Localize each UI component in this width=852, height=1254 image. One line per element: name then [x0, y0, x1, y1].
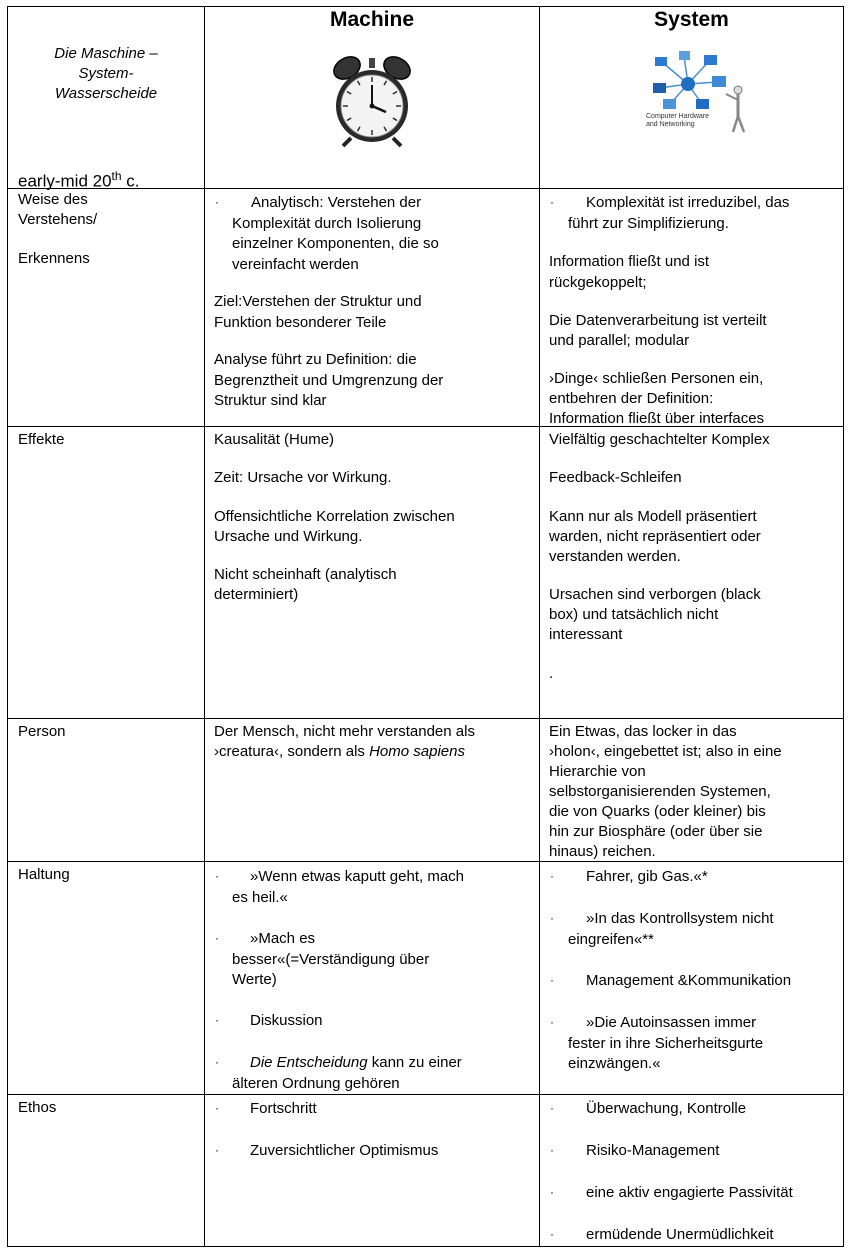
- person-system-line-7: hinaus) reichen.: [549, 843, 656, 860]
- person-machine-line-1: Der Mensch, nicht mehr verstanden als: [214, 723, 475, 740]
- person-system-line-3: Hierarchie von: [549, 763, 646, 780]
- effekte-system-3-line-3: verstanden werden.: [549, 548, 681, 565]
- haltung-machine-4-line-2: älteren Ordnung gehören: [232, 1075, 400, 1092]
- table-column-divider-1: [204, 6, 205, 1247]
- haltung-system-1: Fahrer, gib Gas.«*: [586, 868, 708, 885]
- row-label-person: Person: [18, 723, 66, 740]
- person-system-line-6: hin zur Biosphäre (oder über sie: [549, 823, 763, 840]
- effekte-machine-3-line-1: Offensichtliche Korrelation zwischen: [214, 508, 455, 525]
- bullet: ·: [550, 869, 554, 883]
- ethos-system-1: Überwachung, Kontrolle: [586, 1100, 747, 1117]
- bullet: ·: [550, 1227, 554, 1241]
- ethos-system-4: ermüdende Unermüdlichkeit: [586, 1226, 774, 1243]
- bullet: ·: [215, 195, 219, 209]
- person-machine-line-2: [214, 742, 465, 762]
- bullet: ·: [550, 1185, 554, 1199]
- ethos-system-3: eine aktiv engagierte Passivität: [586, 1184, 793, 1201]
- weise-system-3-line-1: Die Datenverarbeitung ist verteilt: [549, 312, 767, 329]
- alarm-clock-icon: [331, 52, 413, 148]
- corner-title-line-1: Die Maschine –: [54, 45, 158, 62]
- haltung-system-4-line-1: »Die Autoinsassen immer: [586, 1014, 757, 1031]
- bullet: ·: [550, 1015, 554, 1029]
- bullet: ·: [215, 1143, 219, 1157]
- haltung-machine-3: Diskussion: [250, 1012, 323, 1029]
- ethos-machine-2: Zuversichtlicher Optimismus: [250, 1142, 439, 1159]
- corner-title-line-3: Wasserscheide: [54, 85, 158, 102]
- effekte-machine-3-line-2: Ursache und Wirkung.: [214, 528, 363, 545]
- effekte-system-1: Vielfältig geschachtelter Komplex: [549, 431, 770, 448]
- corner-title-line-2: System-: [78, 65, 134, 82]
- effekte-system-4-line-2: box) und tatsächlich nicht: [549, 606, 719, 623]
- haltung-system-3: Management &Kommunikation: [586, 972, 792, 989]
- weise-system-1-line-2: führt zur Simplifizierung.: [568, 215, 729, 232]
- table-column-divider-2: [539, 6, 540, 1247]
- haltung-machine-4-line-1: [250, 1053, 462, 1073]
- weise-system-4-line-2: entbehren der Definition:: [549, 390, 714, 407]
- bullet: ·: [215, 931, 219, 945]
- row-label-weise-1: Weise des: [18, 191, 88, 208]
- weise-machine-3-line-3: Struktur sind klar: [214, 392, 327, 409]
- table-border-right: [843, 6, 844, 1247]
- ethos-machine-1: Fortschritt: [250, 1100, 317, 1117]
- effekte-machine-1: Kausalität (Hume): [214, 431, 335, 448]
- effekte-system-5: .: [549, 665, 554, 682]
- weise-machine-1-line-4: vereinfacht werden: [232, 256, 359, 273]
- column-header-system: System: [654, 8, 729, 31]
- weise-machine-1-line-2: Komplexität durch Isolierung: [232, 215, 422, 232]
- haltung-system-4-line-3: einzwängen.«: [568, 1055, 661, 1072]
- system-image-caption-line-2: and Networking: [646, 121, 695, 128]
- column-header-machine: Machine: [329, 8, 415, 31]
- weise-system-2-line-2: rückgekoppelt;: [549, 274, 647, 291]
- era-label: [18, 166, 140, 192]
- era-superscript: th: [111, 169, 122, 183]
- row-label-weise-3: Erkennens: [18, 250, 90, 267]
- bullet: ·: [215, 1013, 219, 1027]
- system-image-caption-line-1: Computer Hardware: [646, 113, 710, 120]
- person-system-line-4: selbstorganisierenden Systemen,: [549, 783, 771, 800]
- haltung-machine-2-line-3: Werte): [232, 971, 277, 988]
- haltung-machine-4-entscheidung: Die Entscheidung: [250, 1054, 368, 1071]
- haltung-system-2-line-1: »In das Kontrollsystem nicht: [586, 910, 774, 927]
- row-label-effekte: Effekte: [18, 431, 65, 448]
- effekte-system-2: Feedback-Schleifen: [549, 469, 682, 486]
- weise-machine-2-line-1: Ziel:Verstehen der Struktur und: [214, 293, 422, 310]
- haltung-system-4-line-2: fester in ihre Sicherheitsgurte: [568, 1035, 764, 1052]
- weise-system-3-line-2: und parallel; modular: [549, 332, 690, 349]
- person-system-line-5: die von Quarks (oder kleiner) bis: [549, 803, 766, 820]
- haltung-machine-4-text: kann zu einer: [367, 1054, 462, 1071]
- system-image-caption: [646, 113, 709, 129]
- weise-system-4-line-1: ›Dinge‹ schließen Personen ein,: [549, 370, 764, 387]
- weise-machine-3-line-1: Analyse führt zu Definition: die: [214, 351, 417, 368]
- effekte-system-3-line-2: warden, nicht repräsentiert oder: [549, 528, 761, 545]
- effekte-machine-2: Zeit: Ursache vor Wirkung.: [214, 469, 392, 486]
- row-divider-person: [7, 861, 844, 862]
- haltung-machine-2-line-2: besser«(=Verständigung über: [232, 951, 430, 968]
- haltung-system-2-line-2: eingreifen«**: [568, 931, 654, 948]
- row-divider-effekte: [7, 718, 844, 719]
- person-system-line-1: Ein Etwas, das locker in das: [549, 723, 737, 740]
- person-machine-homo-sapiens: Homo sapiens: [369, 743, 465, 760]
- weise-machine-1-line-3: einzelner Komponenten, die so: [232, 235, 439, 252]
- haltung-machine-1-line-2: es heil.«: [232, 889, 288, 906]
- haltung-machine-2-line-1: »Mach es: [250, 930, 316, 947]
- bullet: ·: [550, 195, 554, 209]
- era-prefix: early-mid 20: [18, 171, 112, 191]
- weise-system-1-line-1: Komplexität ist irreduzibel, das: [586, 194, 790, 211]
- row-label-ethos: Ethos: [18, 1099, 57, 1116]
- weise-system-4-line-3: Information fließt über interfaces: [549, 410, 765, 427]
- weise-machine-2-line-2: Funktion besonderer Teile: [214, 314, 387, 331]
- era-suffix: c.: [121, 171, 140, 191]
- bullet: ·: [550, 1101, 554, 1115]
- table-border-bottom: [7, 1246, 844, 1247]
- bullet: ·: [215, 1055, 219, 1069]
- effekte-system-3-line-1: Kann nur als Modell präsentiert: [549, 508, 757, 525]
- person-system-line-2: ›holon‹, eingebettet ist; also in eine: [549, 743, 782, 760]
- row-label-haltung: Haltung: [18, 866, 70, 883]
- bullet: ·: [550, 911, 554, 925]
- person-machine-line-2-text: ›creatura‹, sondern als: [214, 743, 370, 760]
- table-border-top: [7, 6, 844, 7]
- row-divider-haltung: [7, 1094, 844, 1095]
- effekte-system-4-line-1: Ursachen sind verborgen (black: [549, 586, 761, 603]
- bullet: ·: [550, 973, 554, 987]
- row-label-weise-2: Verstehens/: [18, 211, 98, 228]
- ethos-system-2: Risiko-Management: [586, 1142, 720, 1159]
- table-border-left: [7, 6, 8, 1247]
- haltung-machine-1-line-1: »Wenn etwas kaputt geht, mach: [250, 868, 465, 885]
- weise-machine-3-line-2: Begrenztheit und Umgrenzung der: [214, 372, 444, 389]
- weise-machine-1-line-1: Analytisch: Verstehen der: [251, 194, 422, 211]
- effekte-machine-4-line-1: Nicht scheinhaft (analytisch: [214, 566, 397, 583]
- effekte-machine-4-line-2: determiniert): [214, 586, 299, 603]
- bullet: ·: [215, 869, 219, 883]
- weise-system-2-line-1: Information fließt und ist: [549, 253, 710, 270]
- bullet: ·: [215, 1101, 219, 1115]
- effekte-system-4-line-3: interessant: [549, 626, 623, 643]
- bullet: ·: [550, 1143, 554, 1157]
